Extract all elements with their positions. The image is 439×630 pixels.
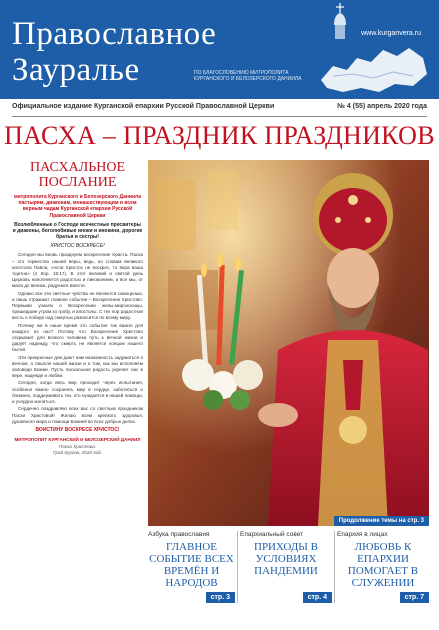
teaser-title: ЛЮБОВЬ К ЕПАРХИИ ПОМОГАЕТ В СЛУЖЕНИИ [347, 541, 419, 589]
epistle-paragraph: Сердечно поздравляю всех вас со светлым праздником Пасхи Христовой! Желаю всем крепкого здоровья, душевного мира и помощи Божией во всех добрых делах. [12, 406, 143, 424]
issue-number: № 4 (55) апрель 2020 года [337, 103, 427, 110]
teaser-title: ПРИХОДЫ В УСЛОВИЯХ ПАНДЕМИИ [254, 541, 318, 577]
epistle-paragraph: Почему же в наше время это событие так важно для каждого из нас? Потому что Воскресение Христово открывает для всякого человека путь к вечной жизни и дарует надежду, что смерть не является концом нашего бытия. [12, 322, 143, 353]
masthead-publisher: ПО БЛАГОСЛОВЕНИЮ МИТРОПОЛИТА КУРГАНСКОГО И БЕЛОЗЕРСКОГО ДАНИИЛА [194, 70, 302, 82]
official-edition-text: Официальное издание Курганской епархии Русской Православной Церкви [12, 103, 275, 110]
masthead [0, 0, 439, 99]
epistle-paragraph: Сегодня мы вновь празднуем воскресение Христа. Пасха – это торжество нашей веры, ведь, по словам великого апостола Павла, «если Христос не воскрес, то вера ваша тщетна» (1 Кор. 15:17). В этот великий и святой день Церковь наполняется радостью и ликованием, и все мы, от мала до велика, радуемся вместе. [12, 252, 143, 289]
teaser-diocese-faces[interactable] [337, 531, 429, 603]
epistle-body [12, 252, 143, 424]
epistle-paragraph: Однако все эти светлые чувства не являются самоцелью, а лишь отражают главное событие – Воскресение Христово. Первыми узнали о Воскресении жены-мироносицы, пришедшие утром ко гробу, и апостолы. С тех пор радостная весть о победе над смертью разносится по всему миру. [12, 290, 143, 321]
epistle-title [12, 160, 143, 190]
divider [237, 531, 238, 603]
christ-is-risen: ХРИСТОС ВОСКРЕСЕ! [50, 243, 105, 250]
teaser-category: Епархия в лицах [337, 531, 388, 538]
epistle-signature: МИТРОПОЛИТ КУРГАНСКИЙ И БЕЛОЗЕРСКИЙ ДАНИИЛ [14, 436, 141, 442]
teaser-alphabet-orthodoxy[interactable] [148, 531, 235, 603]
divider [12, 116, 427, 117]
teaser-category: Азбука православия [148, 531, 210, 538]
epistle-author: митрополита Курганского и Белозерского Даниила пастырям, диаконам, монашествующим и всем верным чадам Курганской епархии Русской Православной Церкви [14, 194, 141, 219]
continuation-link[interactable]: Продолжение темы на стр. 3 [334, 516, 429, 526]
teaser-category: Епархиальный совет [240, 531, 304, 538]
photo-illustration [148, 160, 429, 526]
epistle-place-line1: Пасха Христова. [58, 443, 97, 449]
teaser-page-badge: стр. 4 [303, 592, 332, 603]
epistle-title-line2: ПОСЛАНИЕ [38, 175, 117, 190]
epistle-final-exclamation: ВОИСТИНУ ВОСКРЕСЕ ХРИСТОС! [35, 426, 120, 433]
main-headline: ПАСХА – ПРАЗДНИК ПРАЗДНИКОВ [4, 121, 435, 150]
church-dome-icon [330, 3, 350, 39]
epistle-greeting: Возлюбленные о Господе всечестные пресвитеры и диаконы, боголюбивые иноки и инокини, дорогие братья и сестры! [12, 221, 143, 241]
masthead-title-line1: Православное [12, 16, 217, 52]
epistle-place-line2: Град Курган, 2020 год. [53, 450, 102, 456]
teaser-page-badge: стр. 7 [400, 592, 429, 603]
region-map-icon [313, 40, 433, 96]
official-subline [12, 103, 427, 115]
epistle-paragraph: Эти прекрасные дни дают нам возможность задуматься о вечном, о смысле нашей жизни и о том, как мы исполняем заповеди Божии. Пусть пасхальная радость укрепит нас в вере, надежде и любви. [12, 354, 143, 379]
teaser-title: ГЛАВНОЕ СОБЫТИЕ ВСЕХ ВРЕМЁН И НАРОДОВ [149, 541, 234, 589]
easter-epistle-column [12, 160, 143, 626]
metropolitan-photo [148, 160, 429, 526]
epistle-title-line1: ПАСХАЛЬНОЕ [29, 160, 126, 175]
teaser-diocesan-council[interactable] [240, 531, 332, 603]
epistle-paragraph: Сегодня, когда весь мир проходит через испытания, особенно важно сохранять мир в сердце, заботиться о ближних, поддерживать тех, кто нуждается в нашей помощи, и усердно молиться. [12, 380, 143, 405]
divider [334, 531, 335, 603]
masthead-title-line2: Зауралье [12, 52, 140, 88]
teaser-page-badge: стр. 3 [206, 592, 235, 603]
masthead-site-link[interactable]: www.kurganvera.ru [361, 30, 421, 37]
